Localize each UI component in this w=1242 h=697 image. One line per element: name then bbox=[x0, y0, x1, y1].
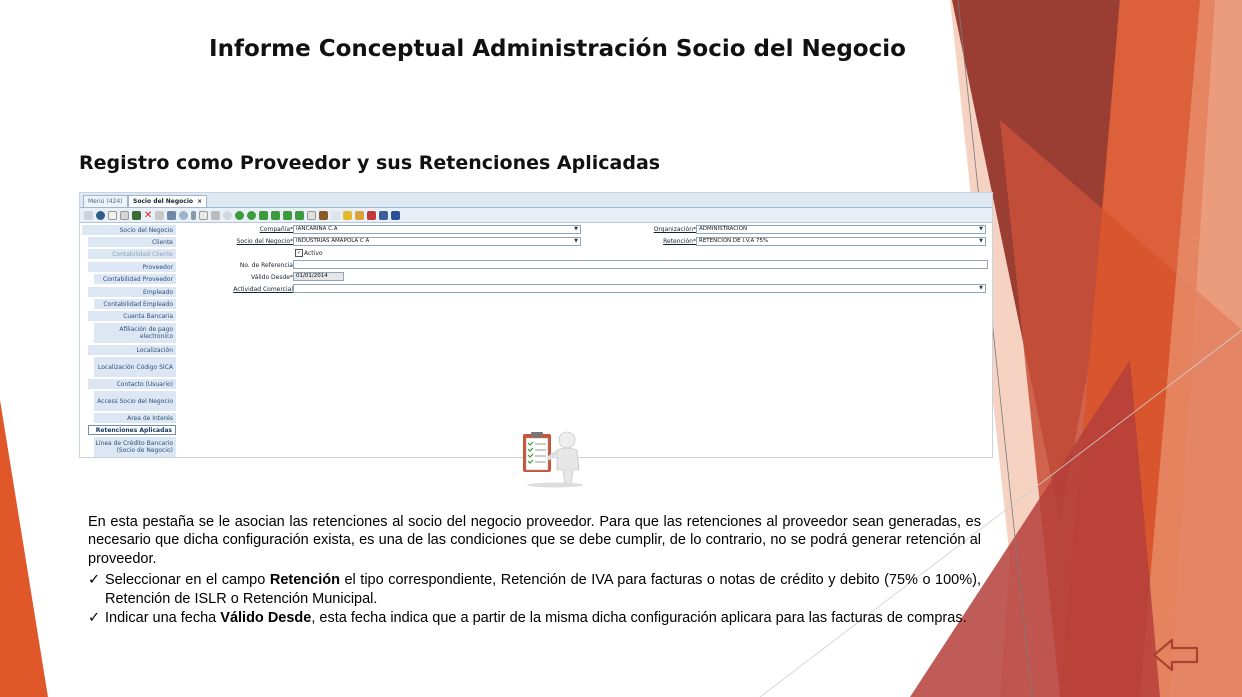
bullet-text: , esta fecha indica que a partir de la misma dicha configuración aplicara para las facturas de compras. bbox=[311, 610, 967, 626]
sidebar-item-linea-credito[interactable]: Línea de Crédito Bancario (Socio de Negocio) bbox=[94, 437, 176, 457]
zoom-across-icon[interactable] bbox=[331, 211, 340, 220]
sidebar-item-retenciones-aplicadas[interactable]: Retenciones Aplicadas bbox=[88, 425, 176, 435]
required-mark: * bbox=[693, 238, 696, 245]
required-mark: * bbox=[290, 238, 293, 245]
chevron-down-icon: ▼ bbox=[979, 238, 983, 244]
chat-icon[interactable] bbox=[199, 211, 208, 220]
bullet-text: Indicar una fecha bbox=[105, 610, 221, 626]
new-icon[interactable] bbox=[108, 211, 117, 220]
save-icon[interactable] bbox=[132, 211, 141, 220]
clipboard-figure-illustration bbox=[515, 428, 595, 488]
translate-icon[interactable] bbox=[355, 211, 364, 220]
activo-label: Activo bbox=[304, 250, 323, 257]
chevron-down-icon: ▼ bbox=[574, 238, 578, 244]
first-record-icon[interactable] bbox=[235, 211, 244, 220]
history-icon[interactable] bbox=[223, 211, 232, 220]
last-record-icon[interactable] bbox=[295, 211, 304, 220]
up-record-icon[interactable] bbox=[271, 211, 280, 220]
label-text: Retención bbox=[663, 238, 693, 245]
valido-desde-input[interactable]: 01/01/2014 bbox=[293, 272, 344, 281]
required-mark: * bbox=[290, 274, 293, 281]
referencia-label: No. de Referencia bbox=[239, 262, 293, 269]
check-icon: ✓ bbox=[296, 250, 302, 256]
actividad-comercial-select[interactable] bbox=[293, 284, 986, 293]
print-preview-icon[interactable] bbox=[155, 211, 164, 220]
bullet-item bbox=[88, 571, 981, 608]
sidebar-item-socio-del-negocio[interactable]: Socio del Negocio bbox=[82, 225, 176, 235]
sidebar-item-contabilidad-empleado[interactable]: Contabilidad Empleado bbox=[94, 299, 176, 309]
sidebar-item-afiliacion-pago[interactable]: Afiliación de pago electronico bbox=[94, 323, 176, 343]
required-mark: * bbox=[693, 226, 696, 233]
bullet-text: el tipo correspondiente, Retención de IVA para facturas o notas de crédito y debito (75% o 100%), Retención de ISLR o Retención Municipal. bbox=[105, 572, 981, 607]
attachment-icon[interactable] bbox=[191, 211, 196, 220]
tab-menu[interactable]: Menú (424) bbox=[83, 195, 128, 207]
description-paragraph: En esta pestaña se le asocian las retenciones al socio del negocio proveedor. Para que las retenciones al proveedor sean generadas, es necesario que dicha configuración exista, es una de las condiciones que se debe cumplir, de lo contrario, no se podrá generar retención al proveedor. bbox=[88, 513, 981, 567]
exit-icon[interactable] bbox=[391, 211, 400, 220]
close-icon[interactable]: × bbox=[197, 198, 203, 205]
sidebar-item-localizacion-sica[interactable]: Localización Código SICA bbox=[94, 357, 176, 377]
tab-socio-del-negocio[interactable] bbox=[128, 195, 207, 207]
archive-icon[interactable] bbox=[319, 211, 328, 220]
bullet-bold: Retención bbox=[269, 572, 340, 588]
chevron-down-icon: ▼ bbox=[574, 226, 578, 232]
copy-icon[interactable] bbox=[120, 211, 129, 220]
organizacion-value: ADMINISTRACIÓN bbox=[699, 226, 748, 232]
retencion-select[interactable] bbox=[696, 237, 986, 246]
compania-label bbox=[230, 226, 293, 233]
required-mark: * bbox=[290, 226, 293, 233]
bullet-list bbox=[88, 571, 981, 629]
slide-title: Informe Conceptual Administración Socio del Negocio bbox=[209, 36, 906, 62]
sidebar-item-contabilidad-cliente[interactable]: Contabilidad Cliente bbox=[88, 249, 176, 259]
socio-label bbox=[230, 238, 293, 245]
check-icon: ✓ bbox=[88, 572, 101, 588]
label-text: Compañía bbox=[259, 226, 290, 233]
app-screenshot bbox=[79, 192, 993, 458]
window-tabbar bbox=[80, 193, 992, 208]
workflow-icon[interactable] bbox=[367, 211, 376, 220]
sidebar-item-cliente[interactable]: Cliente bbox=[88, 237, 176, 247]
organizacion-label bbox=[628, 226, 696, 233]
sidebar-item-contacto[interactable]: Contacto (Usuario) bbox=[88, 379, 176, 389]
organizacion-select[interactable] bbox=[696, 225, 986, 234]
sidebar bbox=[80, 223, 178, 457]
sidebar-item-empleado[interactable]: Empleado bbox=[88, 287, 176, 297]
retencion-value: RETENCION DE I.V.A 75% bbox=[699, 238, 769, 244]
search-icon[interactable] bbox=[179, 211, 188, 220]
compania-value: IANCARINA C.A bbox=[296, 226, 338, 232]
label-text: Organización bbox=[653, 226, 693, 233]
socio-select[interactable] bbox=[293, 237, 581, 246]
socio-value: INDUSTRIAS AMAPOLA C A bbox=[296, 238, 370, 244]
bullet-text: Seleccionar en el campo bbox=[105, 572, 270, 588]
sidebar-item-cuenta-bancaria[interactable]: Cuenta Bancaria bbox=[88, 311, 176, 321]
delete-icon[interactable]: ✕ bbox=[144, 209, 153, 221]
process-icon[interactable] bbox=[379, 211, 388, 220]
label-text: Socio del Negocio bbox=[236, 238, 290, 245]
sidebar-item-contabilidad-proveedor[interactable]: Contabilidad Proveedor bbox=[94, 274, 176, 284]
next-record-icon[interactable] bbox=[283, 211, 292, 220]
chevron-down-icon: ▼ bbox=[979, 226, 983, 232]
back-arrow-icon[interactable] bbox=[1152, 636, 1200, 674]
compania-select[interactable] bbox=[293, 225, 581, 234]
check-icon: ✓ bbox=[88, 610, 101, 626]
sidebar-item-localizacion[interactable]: Localización bbox=[88, 345, 176, 355]
chevron-down-icon: ▼ bbox=[979, 285, 983, 291]
activo-checkbox[interactable] bbox=[295, 249, 303, 257]
sidebar-item-proveedor[interactable]: Proveedor bbox=[88, 262, 176, 272]
previous-record-icon[interactable] bbox=[247, 211, 256, 220]
bullet-item bbox=[88, 609, 981, 628]
parent-record-icon[interactable] bbox=[259, 211, 268, 220]
left-accent-shape bbox=[0, 400, 48, 697]
sidebar-item-area-interes[interactable]: Area de Interés bbox=[94, 413, 176, 423]
refresh-icon[interactable] bbox=[167, 211, 176, 220]
report-icon[interactable] bbox=[307, 211, 316, 220]
retencion-label bbox=[628, 238, 696, 245]
help-icon[interactable] bbox=[96, 211, 105, 220]
grid-toggle-icon[interactable] bbox=[211, 211, 220, 220]
ignore-icon[interactable] bbox=[84, 211, 93, 220]
actividad-comercial-label: Actividad Comercial bbox=[233, 286, 293, 293]
tab-label: Socio del Negocio bbox=[133, 198, 194, 205]
referencia-input[interactable] bbox=[293, 260, 988, 269]
sidebar-item-access-socio[interactable]: Access Socio del Negocio bbox=[94, 391, 176, 411]
label-text: Válido Desde bbox=[251, 274, 290, 281]
toolbar bbox=[80, 208, 992, 223]
valido-desde-label bbox=[230, 274, 293, 281]
slide-subtitle: Registro como Proveedor y sus Retenciones Aplicadas bbox=[79, 152, 661, 174]
lock-icon[interactable] bbox=[343, 211, 352, 220]
bullet-bold: Válido Desde bbox=[220, 610, 312, 626]
